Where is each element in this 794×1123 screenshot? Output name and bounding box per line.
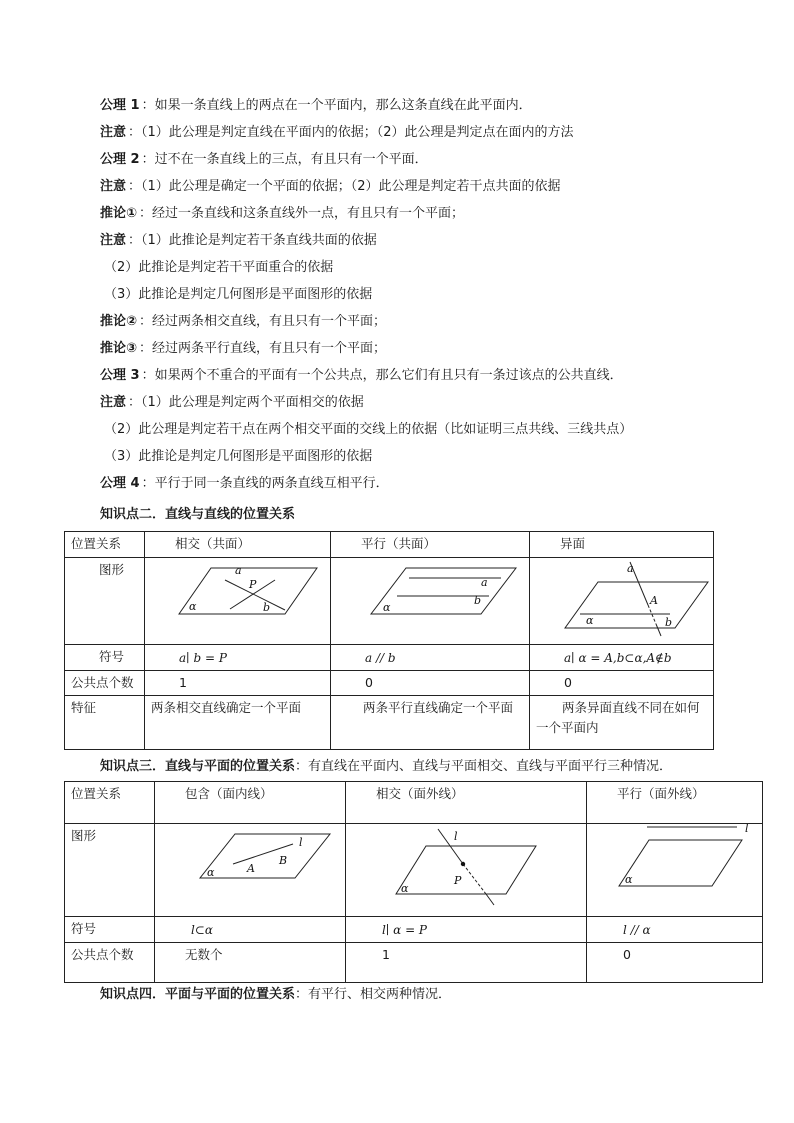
skew-lines-figure (530, 558, 713, 644)
label-alpha: α (383, 601, 391, 614)
symbol-skew: a∣ α = A,b⊂α,A∉b (564, 651, 672, 665)
line-a-lower (656, 624, 661, 636)
header-intersect: 相交（共面） (175, 536, 251, 551)
label-a: a (235, 564, 242, 577)
symbol-intersect: a∣ b = P (179, 651, 227, 665)
header-skew: 异面 (560, 536, 586, 551)
header-contain: 包含（面内线） (185, 786, 273, 801)
line-line-table (64, 531, 714, 750)
point-P (461, 862, 465, 866)
line-intersect-plane-figure (346, 824, 586, 916)
parallel-lines-figure (331, 558, 529, 644)
symbol-parallel: l // α (623, 923, 651, 937)
label-P: P (249, 578, 257, 591)
axiom-label: 注意 (100, 395, 127, 410)
feature-parallel: 两条平行直线确定一个平面 (363, 700, 514, 715)
label-A: A (247, 862, 255, 875)
section2-heading (100, 506, 295, 524)
header-parallel: 平行（共面） (361, 536, 437, 551)
section3-subtitle: ：有直线在平面内、直线与平面相交、直线与平面平行三种情况． (295, 759, 673, 774)
axiom-text: （3）此推论是判定几何图形是平面图形的依据 (104, 287, 373, 302)
axiom-text: ：如果一条直线上的两点在一个平面内，那么这条直线在此平面内． (141, 98, 532, 113)
axiom-line (100, 340, 386, 358)
line-plane-table (64, 781, 763, 983)
feature-intersect: 两条相交直线确定一个平面 (151, 700, 302, 715)
label-B: B (279, 854, 288, 867)
line-parallel-plane-figure (587, 824, 762, 916)
plane-parallelogram (619, 840, 742, 886)
row-figure-label: 图形 (71, 828, 97, 843)
feature-skew: 两条异面直线不同在如何一个平面内 (536, 700, 700, 735)
section4-title: 知识点四．平面与平面的位置关系 (100, 987, 296, 1002)
common-parallel: 0 (365, 675, 373, 690)
axiom-text: ：经过一条直线和这条直线外一点，有且只有一个平面； (139, 206, 465, 221)
section4-heading (100, 986, 451, 1004)
axiom-label: 注意 (100, 233, 127, 248)
axiom-label: 注意 (100, 179, 127, 194)
axiom-line (100, 232, 377, 250)
plane-parallelogram (200, 834, 330, 878)
axiom-text: ：过不在一条直线上的三点，有且只有一个平面． (141, 152, 428, 167)
label-b: b (665, 616, 673, 629)
row-symbol-label: 符号 (71, 921, 97, 936)
label-A: A (650, 594, 658, 607)
axiom-text: ：（1）此公理是判定两个平面相交的依据 (128, 395, 364, 410)
axiom-text: （2）此公理是判定若干点在两个相交平面的交线上的依据（比如证明三点共线、三线共点） (104, 422, 633, 437)
axiom-line (100, 475, 389, 493)
label-alpha: α (625, 873, 633, 886)
section2-title: 知识点二．直线与直线的位置关系 (100, 507, 296, 522)
axiom-label: 公理 3 (100, 368, 140, 383)
label-l: l (299, 836, 303, 849)
label-l: l (454, 830, 458, 843)
axiom-line (100, 394, 364, 412)
common-skew: 0 (564, 675, 572, 690)
axiom-line (104, 421, 632, 439)
row-figure-label: 图形 (99, 562, 125, 577)
intersect-lines-figure (145, 558, 330, 644)
label-a: a (627, 562, 634, 575)
section4-subtitle: ：有平行、相交两种情况． (295, 987, 452, 1002)
axiom-line (100, 205, 464, 223)
axiom-label: 公理 1 (100, 98, 140, 113)
axiom-label: 公理 2 (100, 152, 140, 167)
axiom-text: ：（1）此推论是判定若干条直线共面的依据 (128, 233, 377, 248)
common-intersect: 1 (382, 947, 390, 962)
axiom-label: 公理 4 (100, 476, 140, 491)
axiom-text: （3）此推论是判定几何图形是平面图形的依据 (104, 449, 373, 464)
axiom-label: 推论① (100, 206, 138, 221)
label-alpha: α (207, 866, 215, 879)
axiom-label: 推论② (100, 314, 138, 329)
axiom-line (100, 178, 561, 196)
label-b: b (474, 594, 482, 607)
axiom-text: ：经过两条相交直线，有且只有一个平面； (139, 314, 387, 329)
symbol-parallel: a // b (365, 651, 396, 665)
axiom-text: ：经过两条平行直线，有且只有一个平面； (139, 341, 387, 356)
line-l-hidden (463, 864, 486, 894)
axiom-label: 注意 (100, 125, 127, 140)
label-P: P (454, 874, 462, 887)
axiom-line (100, 124, 574, 142)
common-parallel: 0 (623, 947, 631, 962)
axiom-line (104, 286, 372, 304)
line-in-plane-figure (155, 824, 345, 916)
axiom-text: （2）此推论是判定若干平面重合的依据 (104, 260, 334, 275)
axiom-line (104, 259, 333, 277)
label-a: a (481, 576, 488, 589)
header-parallel: 平行（面外线） (617, 786, 705, 801)
symbol-intersect: l∣ α = P (382, 923, 428, 937)
common-contain: 无数个 (185, 947, 223, 962)
axiom-line (100, 97, 532, 115)
header-intersect: 相交（面外线） (376, 786, 464, 801)
section3-heading (100, 758, 672, 776)
row-symbol-label: 符号 (99, 649, 125, 664)
plane-parallelogram (371, 568, 516, 614)
label-alpha: α (586, 614, 594, 627)
axiom-text: ：（1）此公理是判定直线在平面内的依据；（2）此公理是判定点在面内的方法 (128, 125, 574, 140)
section3-title: 知识点三．直线与平面的位置关系 (100, 759, 296, 774)
row-feature-label: 特征 (71, 700, 97, 715)
line-l-lower (486, 894, 494, 905)
axiom-text: ：（1）此公理是确定一个平面的依据；（2）此公理是判定若干点共面的依据 (128, 179, 561, 194)
axiom-line (100, 313, 386, 331)
plane-parallelogram (396, 846, 536, 894)
label-alpha: α (189, 600, 197, 613)
axiom-line (104, 448, 372, 466)
axiom-line (100, 367, 623, 385)
symbol-contain: l⊂α (191, 923, 213, 937)
header-position: 位置关系 (71, 786, 122, 801)
axiom-text: ：平行于同一条直线的两条直线互相平行． (141, 476, 389, 491)
axiom-text: ：如果两个不重合的平面有一个公共点，那么它们有且只有一条过该点的公共直线． (141, 368, 623, 383)
row-common-label: 公共点个数 (71, 675, 134, 690)
common-intersect: 1 (179, 675, 187, 690)
label-l: l (745, 824, 749, 835)
label-b: b (263, 601, 271, 614)
axiom-line (100, 151, 428, 169)
header-position: 位置关系 (71, 536, 122, 551)
row-common-label: 公共点个数 (71, 947, 134, 962)
label-alpha: α (401, 882, 409, 895)
axiom-label: 推论③ (100, 341, 138, 356)
